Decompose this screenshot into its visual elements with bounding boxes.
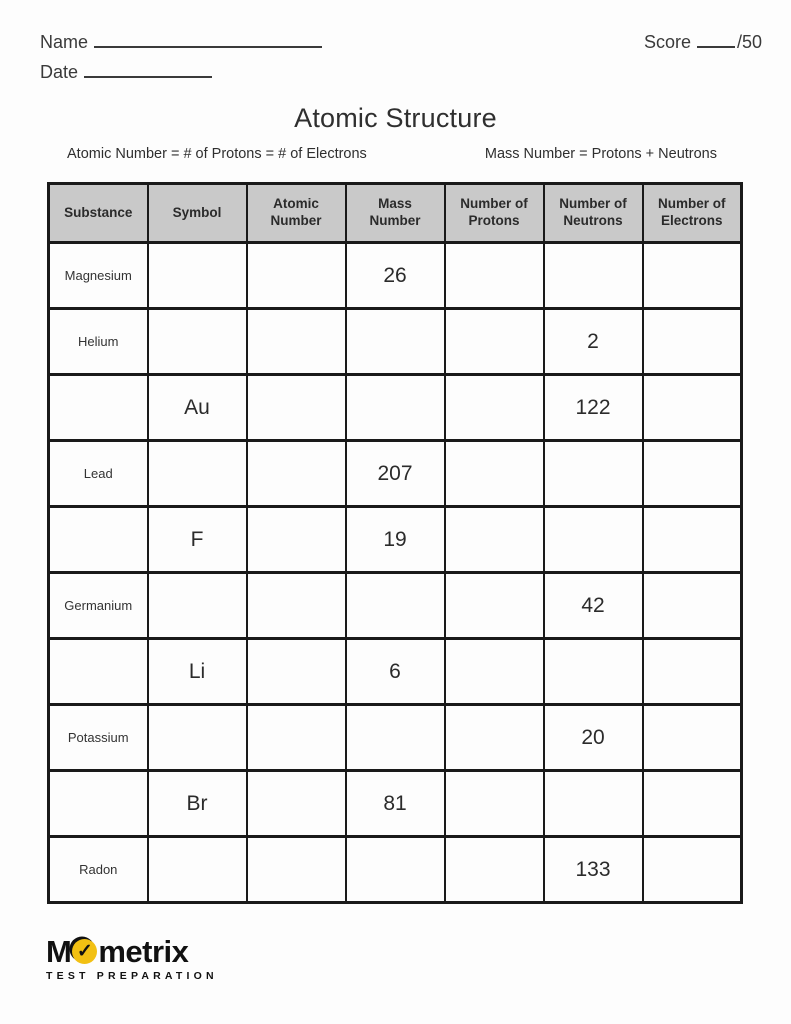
cell-substance[interactable] <box>49 507 148 573</box>
score-field-row <box>644 31 762 53</box>
mometrix-logo <box>46 936 218 982</box>
col-header-substance: Substance <box>49 184 148 243</box>
cell-electrons[interactable] <box>643 705 742 771</box>
cell-substance: Potassium <box>49 705 148 771</box>
cell-symbol[interactable] <box>148 705 247 771</box>
date-input-line[interactable] <box>84 61 212 78</box>
cell-protons[interactable] <box>445 243 544 309</box>
cell-neutrons: 133 <box>544 837 643 903</box>
cell-electrons[interactable] <box>643 573 742 639</box>
cell-atomic-number[interactable] <box>247 243 346 309</box>
date-field-row <box>40 61 212 83</box>
col-header-mass-number: Mass Number <box>346 184 445 243</box>
cell-atomic-number[interactable] <box>247 375 346 441</box>
cell-symbol[interactable] <box>148 309 247 375</box>
cell-atomic-number[interactable] <box>247 639 346 705</box>
cell-electrons[interactable] <box>643 837 742 903</box>
cell-protons[interactable] <box>445 309 544 375</box>
cell-protons[interactable] <box>445 771 544 837</box>
cell-neutrons: 20 <box>544 705 643 771</box>
cell-symbol[interactable] <box>148 573 247 639</box>
cell-symbol: Au <box>148 375 247 441</box>
cell-mass-number[interactable] <box>346 837 445 903</box>
cell-mass-number: 19 <box>346 507 445 573</box>
name-input-line[interactable] <box>94 31 322 48</box>
cell-neutrons: 2 <box>544 309 643 375</box>
cell-neutrons: 42 <box>544 573 643 639</box>
cell-neutrons[interactable] <box>544 771 643 837</box>
cell-substance[interactable] <box>49 375 148 441</box>
cell-atomic-number[interactable] <box>247 309 346 375</box>
check-icon: ✓ <box>76 941 93 962</box>
cell-protons[interactable] <box>445 375 544 441</box>
cell-symbol: Br <box>148 771 247 837</box>
cell-symbol[interactable] <box>148 837 247 903</box>
cell-protons[interactable] <box>445 507 544 573</box>
name-label: Name <box>40 32 89 52</box>
cell-electrons[interactable] <box>643 375 742 441</box>
cell-electrons[interactable] <box>643 441 742 507</box>
table-row <box>49 573 742 639</box>
formula-row <box>0 146 791 162</box>
date-label: Date <box>40 62 79 82</box>
cell-substance[interactable] <box>49 771 148 837</box>
cell-neutrons[interactable] <box>544 243 643 309</box>
cell-symbol[interactable] <box>148 441 247 507</box>
cell-electrons[interactable] <box>643 243 742 309</box>
cell-mass-number[interactable] <box>346 573 445 639</box>
col-header-electrons: Number of Electrons <box>643 184 742 243</box>
table-row <box>49 441 742 507</box>
table-row <box>49 243 742 309</box>
check-circle-icon <box>72 939 97 964</box>
logo-text-suffix: metrix <box>98 934 189 969</box>
cell-atomic-number[interactable] <box>247 507 346 573</box>
cell-symbol: F <box>148 507 247 573</box>
cell-neutrons: 122 <box>544 375 643 441</box>
cell-electrons[interactable] <box>643 507 742 573</box>
table-row <box>49 837 742 903</box>
col-header-neutrons: Number of Neutrons <box>544 184 643 243</box>
atomic-number-formula: Atomic Number = # of Protons = # of Electrons <box>67 146 367 162</box>
table-row <box>49 771 742 837</box>
cell-neutrons[interactable] <box>544 639 643 705</box>
atomic-structure-table <box>47 182 743 904</box>
cell-protons[interactable] <box>445 705 544 771</box>
table-header-row <box>49 184 742 243</box>
cell-protons[interactable] <box>445 441 544 507</box>
cell-mass-number: 81 <box>346 771 445 837</box>
cell-mass-number[interactable] <box>346 375 445 441</box>
cell-substance: Helium <box>49 309 148 375</box>
cell-atomic-number[interactable] <box>247 573 346 639</box>
cell-atomic-number[interactable] <box>247 837 346 903</box>
cell-mass-number[interactable] <box>346 309 445 375</box>
cell-mass-number: 207 <box>346 441 445 507</box>
score-label: Score <box>643 32 691 52</box>
cell-substance: Magnesium <box>49 243 148 309</box>
cell-substance: Radon <box>49 837 148 903</box>
cell-symbol: Li <box>148 639 247 705</box>
score-input-line[interactable] <box>697 31 735 48</box>
cell-electrons[interactable] <box>643 771 742 837</box>
cell-neutrons[interactable] <box>544 441 643 507</box>
col-header-atomic-number: Atomic Number <box>247 184 346 243</box>
table-row <box>49 639 742 705</box>
cell-protons[interactable] <box>445 837 544 903</box>
cell-mass-number: 6 <box>346 639 445 705</box>
logo-text-prefix: M <box>46 934 72 969</box>
cell-protons[interactable] <box>445 639 544 705</box>
col-header-protons: Number of Protons <box>445 184 544 243</box>
cell-mass-number[interactable] <box>346 705 445 771</box>
cell-substance[interactable] <box>49 639 148 705</box>
cell-mass-number: 26 <box>346 243 445 309</box>
cell-substance: Germanium <box>49 573 148 639</box>
cell-symbol[interactable] <box>148 243 247 309</box>
page-title: Atomic Structure <box>294 103 497 133</box>
table-row <box>49 705 742 771</box>
cell-atomic-number[interactable] <box>247 441 346 507</box>
logo-tagline: TEST PREPARATION <box>46 970 218 982</box>
cell-substance: Lead <box>49 441 148 507</box>
table-row <box>49 375 742 441</box>
table-row <box>49 507 742 573</box>
mass-number-formula: Mass Number = Protons + Neutrons <box>484 146 717 162</box>
cell-electrons[interactable] <box>643 309 742 375</box>
score-total: /50 <box>736 32 762 52</box>
col-header-symbol: Symbol <box>148 184 247 243</box>
cell-neutrons[interactable] <box>544 507 643 573</box>
cell-atomic-number[interactable] <box>247 705 346 771</box>
cell-protons[interactable] <box>445 573 544 639</box>
table-row <box>49 309 742 375</box>
logo-wordmark <box>46 936 218 967</box>
cell-atomic-number[interactable] <box>247 771 346 837</box>
name-field-row <box>40 31 322 53</box>
cell-electrons[interactable] <box>643 639 742 705</box>
